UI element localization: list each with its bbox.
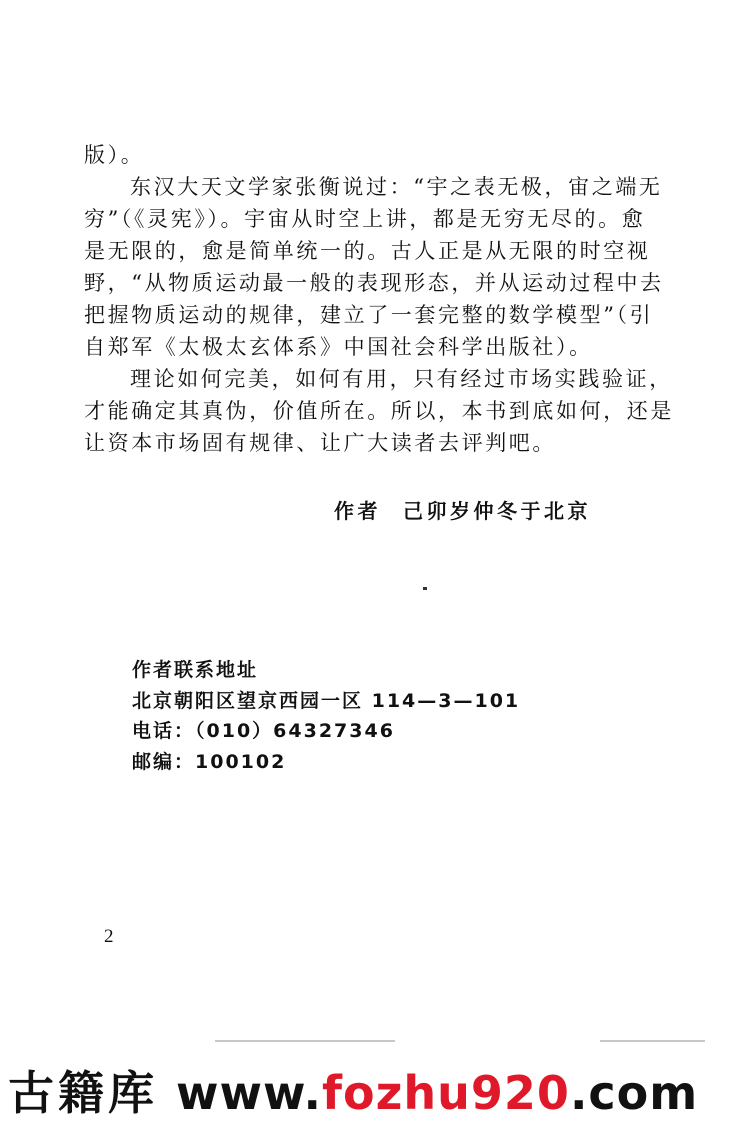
watermark-url-highlight: fozhu920 [322, 1066, 570, 1120]
signature-author: 作者 [334, 499, 381, 523]
contact-postcode: 邮编：100102 [132, 751, 287, 773]
contact-heading: 作者联系地址 [132, 659, 259, 681]
body-line: 才能确定其真伪，价值所在。所以，本书到底如何，还是 [84, 399, 674, 423]
body-line: 自郑军《太极太玄体系》中国社会科学出版社）。 [84, 335, 593, 359]
scan-noise [215, 1040, 395, 1042]
site-watermark [8, 1057, 698, 1122]
body-line: 穷”（《灵宪》）。宇宙从时空上讲，都是无穷无尽的。愈 [84, 207, 646, 231]
body-line: 让资本市场固有规律、让广大读者去评判吧。 [84, 431, 556, 455]
signature-date-place: 己卯岁仲冬于北京 [403, 499, 591, 523]
body-line: 野，“从物质运动最一般的表现形态，并从运动过程中去 [84, 271, 664, 295]
watermark-url-prefix: www. [176, 1066, 323, 1120]
signature [334, 495, 591, 524]
watermark-site-name: 古籍库 [8, 1066, 158, 1120]
body-line: 把握物质运动的规律，建立了一套完整的数学模型”（引 [84, 303, 654, 327]
page-number: 2 [104, 926, 114, 947]
body-line: 理论如何完美，如何有用，只有经过市场实践验证， [130, 367, 673, 391]
watermark-url-suffix: .com [569, 1066, 699, 1120]
contact-address: 北京朝阳区望京西园一区 114—3—101 [132, 690, 521, 712]
contact-phone: 电话：（010）64327346 [132, 720, 395, 742]
stray-mark [423, 587, 427, 590]
body-line: 东汉大天文学家张衡说过：“宇之表无极，宙之端无 [130, 175, 663, 199]
body-line: 版）。 [84, 143, 145, 167]
scan-noise [600, 1040, 705, 1042]
body-line: 是无限的，愈是简单统一的。古人正是从无限的时空视 [84, 239, 651, 263]
